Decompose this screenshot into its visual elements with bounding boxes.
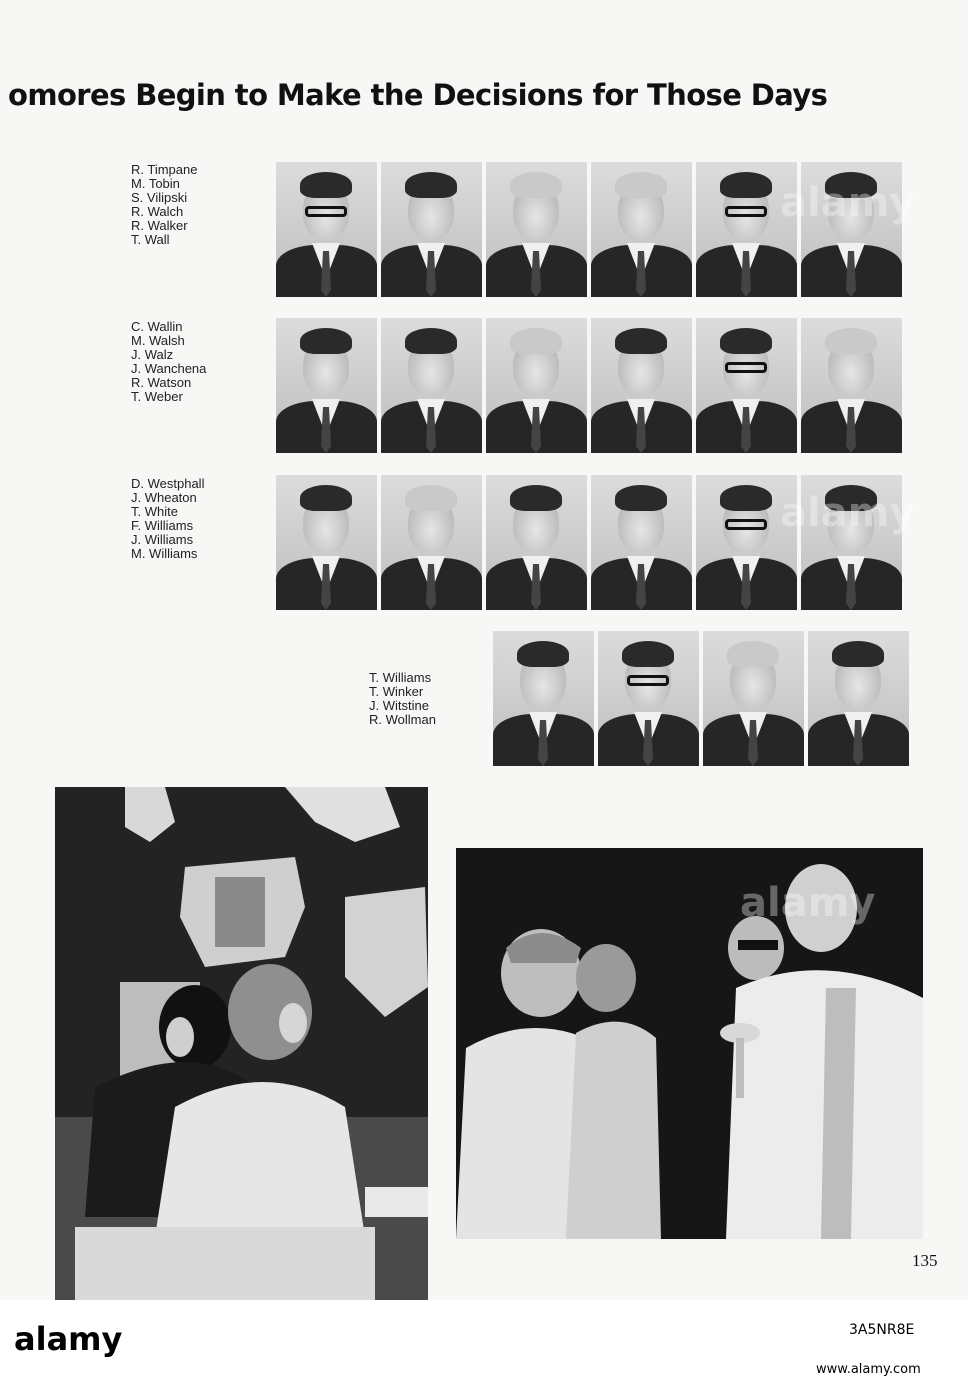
name-list-1	[131, 163, 197, 247]
portrait	[696, 162, 797, 297]
student-name: R. Walch	[131, 204, 184, 219]
portrait-row-4	[493, 631, 909, 766]
portrait	[486, 475, 587, 610]
portrait	[276, 318, 377, 453]
student-name: R. Watson	[131, 375, 192, 390]
communion-ceremony-icon	[456, 848, 923, 1239]
student-name: T. White	[131, 504, 178, 519]
watermark-text: alamy	[780, 180, 916, 226]
page-number: 135	[912, 1251, 938, 1270]
name-list-4	[369, 671, 436, 727]
classroom-photo	[55, 787, 428, 1300]
portrait	[276, 162, 377, 297]
portrait	[493, 631, 594, 766]
portrait-row-1	[276, 162, 902, 297]
portrait-row-3	[276, 475, 902, 610]
student-name: J. Wheaton	[131, 490, 197, 505]
portrait	[801, 162, 902, 297]
student-name: M. Walsh	[131, 333, 185, 348]
student-name: J. Witstine	[369, 698, 429, 713]
portrait-row-2	[276, 318, 902, 453]
student-name: T. Winker	[369, 684, 424, 699]
image-id: 3A5NR8E	[849, 1322, 915, 1338]
student-name: T. Weber	[131, 389, 183, 404]
classroom-headphones-icon	[55, 787, 428, 1300]
student-name: D. Westphall	[131, 476, 205, 491]
portrait	[381, 162, 482, 297]
portrait	[276, 475, 377, 610]
portrait	[696, 475, 797, 610]
student-name: T. Wall	[131, 232, 170, 247]
stock-banner	[0, 1300, 968, 1390]
portrait	[381, 318, 482, 453]
alamy-logo[interactable]: alamy	[14, 1320, 123, 1358]
portrait	[808, 631, 909, 766]
student-name: F. Williams	[131, 518, 194, 533]
student-name: J. Walz	[131, 347, 174, 362]
portrait	[486, 318, 587, 453]
student-name: T. Williams	[369, 670, 432, 685]
student-name: R. Walker	[131, 218, 188, 233]
portrait	[598, 631, 699, 766]
student-name: J. Wanchena	[131, 361, 207, 376]
student-name: J. Williams	[131, 532, 194, 547]
student-name: R. Timpane	[131, 162, 198, 177]
student-name: M. Tobin	[131, 176, 180, 191]
portrait	[486, 162, 587, 297]
portrait	[591, 475, 692, 610]
portrait	[381, 475, 482, 610]
page-headline: omores Begin to Make the Decisions for Those Days	[8, 78, 828, 112]
portrait	[801, 475, 902, 610]
portrait	[703, 631, 804, 766]
student-name: R. Wollman	[369, 712, 436, 727]
name-list-2	[131, 320, 206, 404]
portrait	[801, 318, 902, 453]
watermark-text: alamy	[780, 490, 916, 536]
student-name: S. Vilipski	[131, 190, 188, 205]
portrait	[696, 318, 797, 453]
watermark-text: alamy	[740, 880, 876, 926]
site-url[interactable]: www.alamy.com	[816, 1362, 921, 1377]
student-name: M. Williams	[131, 546, 198, 561]
communion-photo	[456, 848, 923, 1239]
student-name: C. Wallin	[131, 319, 183, 334]
name-list-3	[131, 477, 204, 561]
portrait	[591, 318, 692, 453]
portrait	[591, 162, 692, 297]
